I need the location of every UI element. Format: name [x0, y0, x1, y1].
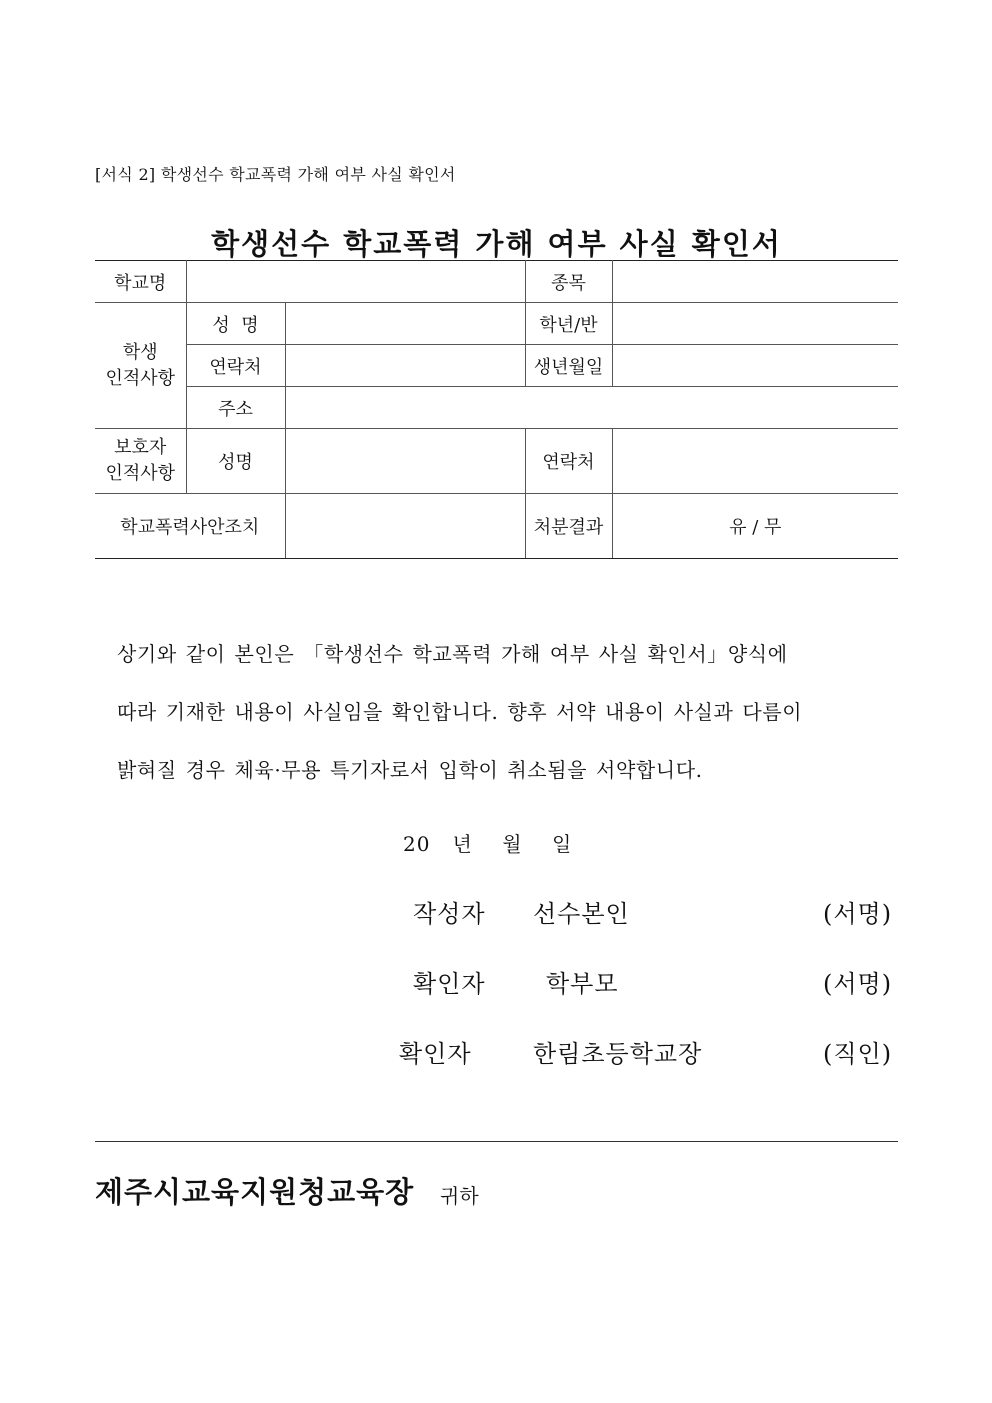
- info-table: [95, 260, 898, 559]
- student-name-label: [186, 303, 285, 345]
- honorific: 귀하: [440, 1184, 479, 1208]
- table-row: [95, 429, 898, 494]
- student-name-label-text: 성 명: [212, 314, 259, 336]
- table-row: [95, 345, 898, 387]
- student-info-section-label: [95, 303, 186, 429]
- guardian-name-field[interactable]: [285, 429, 525, 494]
- signer-role-3: 확인자: [399, 1040, 472, 1068]
- document-title: 학생선수 학교폭력 가해 여부 사실 확인서: [211, 227, 782, 261]
- signature-mark-2[interactable]: (서명): [823, 970, 893, 998]
- table-row: [95, 261, 898, 303]
- guardian-contact-field[interactable]: [612, 429, 898, 494]
- grade-class-field[interactable]: [612, 303, 898, 345]
- signer-role-2: 확인자: [413, 970, 486, 998]
- guardian-contact-label: 연락처: [525, 429, 612, 494]
- school-name-label: 학교명: [95, 261, 186, 303]
- disposition-label: 처분결과: [525, 494, 612, 559]
- guardian-info-section-label: [95, 429, 186, 494]
- pledge-line-1: 상기와 같이 본인은 「학생선수 학교폭력 가해 여부 사실 확인서」양식에: [117, 642, 788, 666]
- table-row: [95, 387, 898, 429]
- pledge-paragraph: [117, 625, 897, 799]
- student-contact-field[interactable]: [285, 345, 525, 387]
- pledge-line-3: 밝혀질 경우 체육·무용 특기자로서 입학이 취소됨을 서약합니다.: [117, 758, 703, 782]
- grade-class-label: 학년/반: [525, 303, 612, 345]
- student-section-line-1: 학생: [122, 341, 158, 363]
- form-number-label: [서식 2] 학생선수 학교폭력 가해 여부 사실 확인서: [95, 165, 456, 184]
- school-violence-measures-label: 학교폭력사안조치: [95, 494, 285, 559]
- table-row: [95, 303, 898, 345]
- signer-name-2: 학부모: [546, 970, 619, 998]
- school-violence-measures-field[interactable]: [285, 494, 525, 559]
- sport-field[interactable]: [612, 261, 898, 303]
- sport-label: 종목: [525, 261, 612, 303]
- birthdate-field[interactable]: [612, 345, 898, 387]
- guardian-section-line-2: 인적사항: [105, 463, 176, 484]
- signature-mark-1[interactable]: (서명): [823, 900, 893, 928]
- signer-role-1: 작성자: [413, 900, 486, 928]
- student-contact-label: 연락처: [186, 345, 285, 387]
- date-line: 20 년 월 일: [403, 832, 573, 856]
- divider: [95, 1141, 898, 1142]
- signer-name-1: 선수본인: [533, 900, 630, 928]
- birthdate-label: 생년월일: [525, 345, 612, 387]
- signer-name-3: 한림초등학교장: [533, 1040, 703, 1068]
- seal-mark-3[interactable]: (직인): [823, 1040, 893, 1068]
- school-name-field[interactable]: [186, 261, 525, 303]
- disposition-value[interactable]: 유 / 무: [612, 494, 898, 559]
- guardian-section-line-1: 보호자: [114, 437, 167, 458]
- table-row: [95, 494, 898, 559]
- address-label: 주소: [186, 387, 285, 429]
- guardian-name-label: 성명: [186, 429, 285, 494]
- student-name-field[interactable]: [285, 303, 525, 345]
- pledge-line-2: 따라 기재한 내용이 사실임을 확인합니다. 향후 서약 내용이 사실과 다름이: [117, 700, 803, 724]
- recipient: 제주시교육지원청교육장: [95, 1175, 415, 1209]
- address-field[interactable]: [285, 387, 898, 429]
- student-section-line-2: 인적사항: [105, 367, 176, 389]
